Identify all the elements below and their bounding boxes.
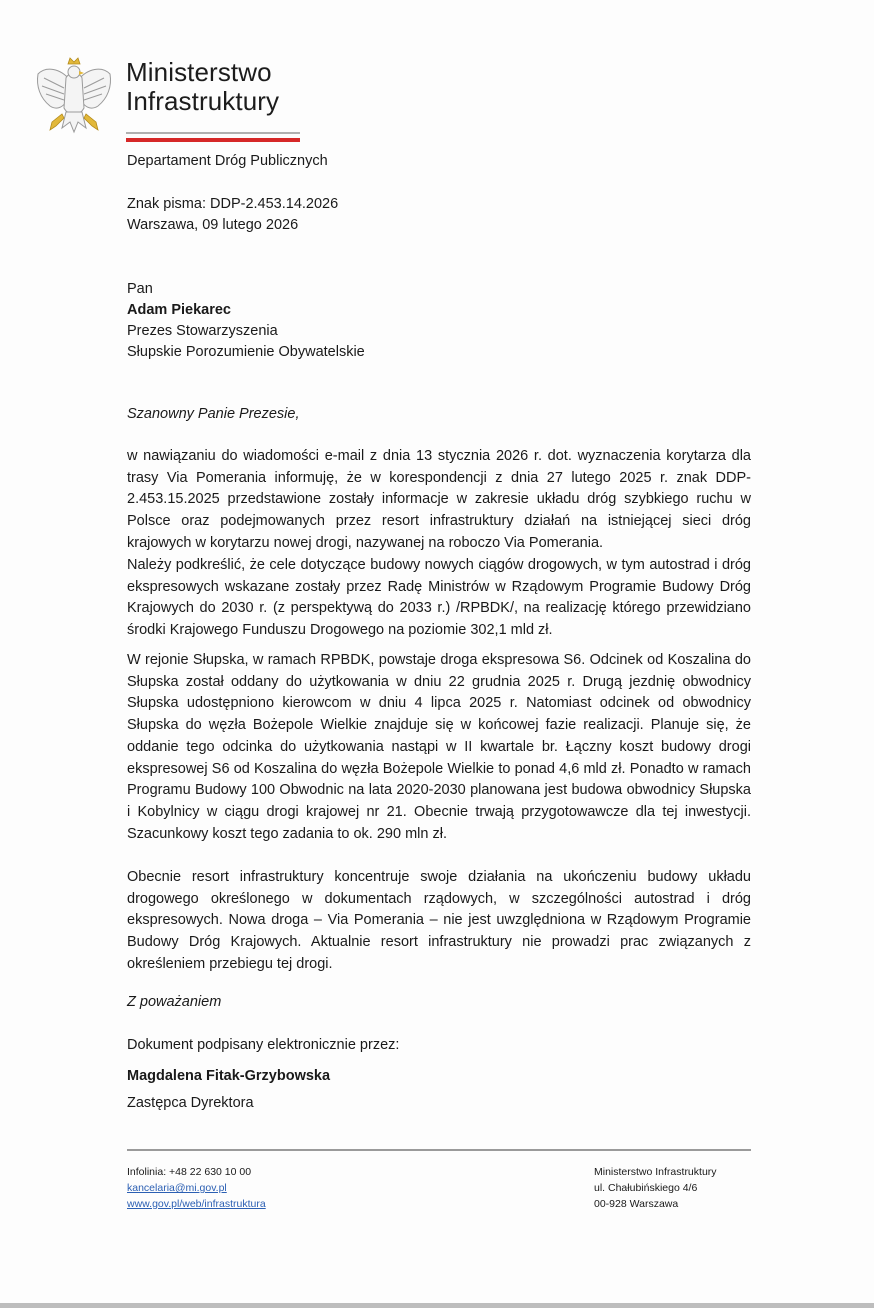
- footer-contact: [127, 1164, 266, 1212]
- department-name: Departament Dróg Publicznych: [127, 153, 328, 169]
- ministry-name-line2: Infrastruktury: [126, 86, 280, 116]
- footer-divider: [127, 1149, 751, 1151]
- body-paragraph-4: Obecnie resort infrastruktury koncentruje swoje działania na ukończeniu budowy układu drogowego określonego w dokumentach rządowych, w szczególności autostrad i dróg ekspresowych. Nowa droga – Via Pomerania – nie jest uwzględniona w Rządowym Programie Budowy Dróg Krajowych. Aktualnie resort infrastruktury nie prowadzi prac związanych z określeniem przebiegu tej drogi.: [127, 869, 751, 972]
- header-red-rule: [126, 138, 300, 142]
- place-and-date: Warszawa, 09 lutego 2026: [127, 217, 299, 233]
- recipient-position: Prezes Stowarzyszenia: [127, 323, 278, 339]
- reference-number: Znak pisma: DDP-2.453.14.2026: [127, 196, 339, 212]
- polish-eagle-emblem-icon: [34, 52, 114, 142]
- footer-website-link[interactable]: www.gov.pl/web/infrastruktura: [127, 1198, 266, 1210]
- body-paragraph-2: Należy podkreślić, że cele dotyczące budowy nowych ciągów drogowych, w tym autostrad i dróg ekspresowych wskazane zostały przez Radę Ministrów w Rządowym Programie Budowy Dróg Krajowych do 2030 r. (z perspektywą do 2033 r.) /RPBDK/, na realizację którego przewidziano środki Krajowego Funduszu Drogowego na poziomie 302,1 mld zł.: [127, 557, 751, 639]
- signatory-title: Zastępca Dyrektora: [127, 1095, 254, 1111]
- recipient-name: Adam Piekarec: [127, 302, 231, 318]
- footer-email-link[interactable]: kancelaria@mi.gov.pl: [127, 1182, 227, 1194]
- footer-address-line1: Ministerstwo Infrastruktury: [594, 1166, 717, 1178]
- header-grey-rule: [126, 132, 300, 134]
- recipient-organization: Słupskie Porozumienie Obywatelskie: [127, 344, 365, 360]
- footer-address-line2: ul. Chałubińskiego 4/6: [594, 1182, 698, 1194]
- page-bottom-edge: [0, 1303, 874, 1308]
- greeting: Szanowny Panie Prezesie,: [127, 406, 300, 422]
- body-paragraph-3: W rejonie Słupska, w ramach RPBDK, powstaje droga ekspresowa S6. Odcinek od Koszalina do Słupska został oddany do użytkowania w dniu 22 grudnia 2025 r. Drugą jezdnię obwodnicy Słupska udostępniono kierowcom w dniu 4 lipca 2025 r. Natomiast odcinek od obwodnicy Słupska do węzła Bożepole Wielkie znajduje się w końcowej fazie realizacji. Planuje się, że oddanie tego odcinka do użytkowania nastąpi w II kwartale br. Łączny koszt budowy drogi ekspresowej S6 od Koszalina do węzła Bożepole Wielkie to ponad 4,6 mld zł. Ponadto w ramach Programu Budowy 100 Obwodnic na lata 2020-2030 planowana jest budowa obwodnicy Słupska i Kobylnicy w ciągu drogi krajowej nr 21. Obecnie trwają przygotowawcze dla tej inwestycji. Szacunkowy koszt tego zadania to ok. 290 mln zł.: [127, 652, 751, 842]
- ministry-name: [126, 58, 279, 116]
- recipient-prefix: Pan: [127, 281, 153, 297]
- footer-address-line3: 00-928 Warszawa: [594, 1198, 679, 1210]
- signature-note: Dokument podpisany elektronicznie przez:: [127, 1037, 400, 1053]
- body-paragraph-1: w nawiązaniu do wiadomości e-mail z dnia 13 stycznia 2026 r. dot. wyznaczenia korytarza dla trasy Via Pomerania informuję, że w korespondencji z dnia 27 lutego 2025 r. znak DDP-2.453.15.2025 przedstawione zostały informacje w zakresie układu dróg szybkiego ruchu w Polsce oraz podejmowanych przez resort infrastruktury działań na istniejącej sieci dróg krajowych w korytarzu nowej drogi, nazywanej na roboczo Via Pomerania.: [127, 448, 751, 551]
- ministry-name-line1: Ministerstwo: [126, 57, 272, 87]
- footer-address: [594, 1164, 717, 1212]
- signatory-name: Magdalena Fitak-Grzybowska: [127, 1068, 331, 1084]
- footer-hotline: Infolinia: +48 22 630 10 00: [127, 1166, 252, 1178]
- closing: Z poważaniem: [127, 994, 222, 1010]
